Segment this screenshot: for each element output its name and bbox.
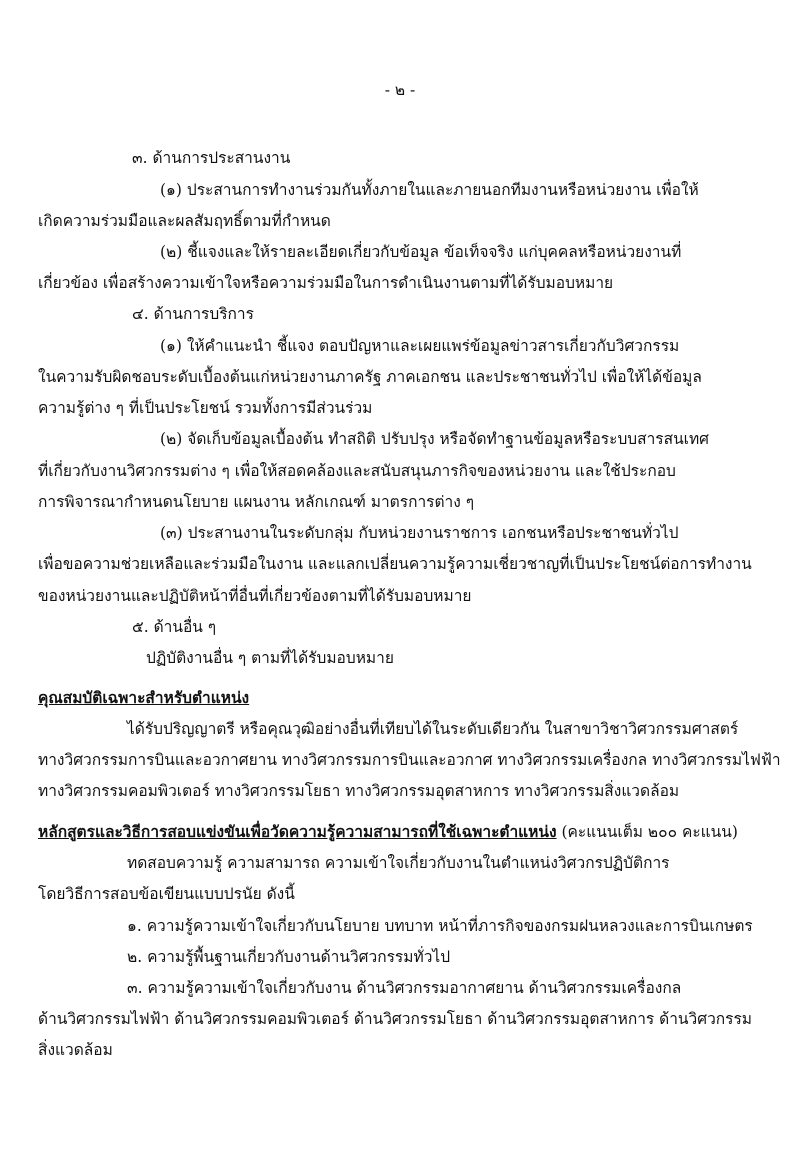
exam-heading: หลักสูตรและวิธีการสอบแข่งขันเพื่อวัดความรู้ความสามารถที่ใช้เฉพาะตำแหน่ง <box>38 822 557 841</box>
section-4-item-2-line-2: ที่เกี่ยวกับงานวิศวกรรมต่าง ๆ เพื่อให้สอดคล้องและสนับสนุนภารกิจของหน่วยงาน และใช้ประกอบ <box>38 462 676 480</box>
section-3-item-1-line-1: (๑) ประสานการทำงานร่วมกันทั้งภายในและภายนอกทีมงานหรือหน่วยงาน เพื่อให้ <box>160 181 699 199</box>
exam-item-3-line-1: ๓. ความรู้ความเข้าใจเกี่ยวกับงาน ด้านวิศวกรรมอากาศยาน ด้านวิศวกรรมเครื่องกล <box>127 979 682 997</box>
section-4-item-3-line-3: ของหน่วยงานและปฏิบัติหน้าที่อื่นที่เกี่ยวข้องตามที่ได้รับมอบหมาย <box>38 587 472 605</box>
page-number: - ๒ - <box>384 81 416 99</box>
exam-intro-line-2: โดยวิธีการสอบข้อเขียนแบบปรนัย ดังนี้ <box>38 885 295 903</box>
section-4-title: ๔. ด้านการบริการ <box>132 305 254 323</box>
exam-item-1: ๑. ความรู้ความเข้าใจเกี่ยวกับนโยบาย บทบาท หน้าที่ภารกิจของกรมฝนหลวงและการบินเกษตร <box>127 917 753 935</box>
exam-item-2: ๒. ความรู้พื้นฐานเกี่ยวกับงานด้านวิศวกรรมทั่วไป <box>127 948 451 966</box>
section-3-title: ๓. ด้านการประสานงาน <box>132 149 291 167</box>
section-3-item-2-line-2: เกี่ยวข้อง เพื่อสร้างความเข้าใจหรือความร่วมมือในการดำเนินงานตามที่ได้รับมอบหมาย <box>38 274 614 292</box>
section-4-item-2-line-1: (๒) จัดเก็บข้อมูลเบื้องต้น ทำสถิติ ปรับปรุง หรือจัดทำฐานข้อมูลหรือระบบสารสนเทศ <box>160 430 710 448</box>
section-5-title: ๕. ด้านอื่น ๆ <box>132 618 217 636</box>
exam-intro-line-1: ทดสอบความรู้ ความสามารถ ความเข้าใจเกี่ยวกับงานในตำแหน่งวิศวกรปฏิบัติการ <box>127 854 670 872</box>
section-4-item-2-line-3: การพิจารณากำหนดนโยบาย แผนงาน หลักเกณฑ์ มาตรการต่าง ๆ <box>38 493 475 511</box>
section-4-item-1-line-1: (๑) ให้คำแนะนำ ชี้แจง ตอบปัญหาและเผยแพร่ข้อมูลข่าวสารเกี่ยวกับวิศวกรรม <box>160 337 680 355</box>
qualifications-line-2: ทางวิศวกรรมการบินและอวกาศยาน ทางวิศวกรรมการบินและอวกาศ ทางวิศวกรรมเครื่องกล ทางวิศวกรรมไฟฟ้า <box>38 751 781 769</box>
section-4-item-1-line-3: ความรู้ต่าง ๆ ที่เป็นประโยชน์ รวมทั้งการมีส่วนร่วม <box>38 399 373 417</box>
qualifications-line-3: ทางวิศวกรรมคอมพิวเตอร์ ทางวิศวกรรมโยธา ทางวิศวกรรมอุตสาหการ ทางวิศวกรรมสิ่งแวดล้อม <box>38 782 680 800</box>
section-4-item-1-line-2: ในความรับผิดชอบระดับเบื้องต้นแก่หน่วยงานภาครัฐ ภาคเอกชน และประชาชนทั่วไป เพื่อให้ได้ข้อมูล <box>38 368 702 386</box>
section-5-body: ปฏิบัติงานอื่น ๆ ตามที่ได้รับมอบหมาย <box>146 649 394 667</box>
section-4-item-3-line-1: (๓) ประสานงานในระดับกลุ่ม กับหน่วยงานราชการ เอกชนหรือประชาชนทั่วไป <box>160 524 679 542</box>
exam-item-3-line-3: สิ่งแวดล้อม <box>38 1041 113 1059</box>
exam-score-note: (คะแนนเต็ม ๒๐๐ คะแนน) <box>561 823 738 841</box>
qualifications-heading: คุณสมบัติเฉพาะสำหรับตำแหน่ง <box>38 688 250 707</box>
exam-heading-row <box>38 822 738 842</box>
section-3-item-2-line-1: (๒) ชี้แจงและให้รายละเอียดเกี่ยวกับข้อมูล ข้อเท็จจริง แก่บุคคลหรือหน่วยงานที่ <box>160 243 682 261</box>
qualifications-line-1: ได้รับปริญญาตรี หรือคุณวุฒิอย่างอื่นที่เทียบได้ในระดับเดียวกัน ในสาขาวิชาวิศวกรรมศาสตร์ <box>127 720 739 738</box>
section-4-item-3-line-2: เพื่อขอความช่วยเหลือและร่วมมือในงาน และแลกเปลี่ยนความรู้ความเชี่ยวชาญที่เป็นประโยชน์ต่อการทำงาน <box>38 555 752 573</box>
section-3-item-1-line-2: เกิดความร่วมมือและผลสัมฤทธิ์ตามที่กำหนด <box>38 212 331 230</box>
exam-item-3-line-2: ด้านวิศวกรรมไฟฟ้า ด้านวิศวกรรมคอมพิวเตอร์ ด้านวิศวกรรมโยธา ด้านวิศวกรรมอุตสาหการ ด้านวิศวกรรม <box>38 1010 753 1028</box>
